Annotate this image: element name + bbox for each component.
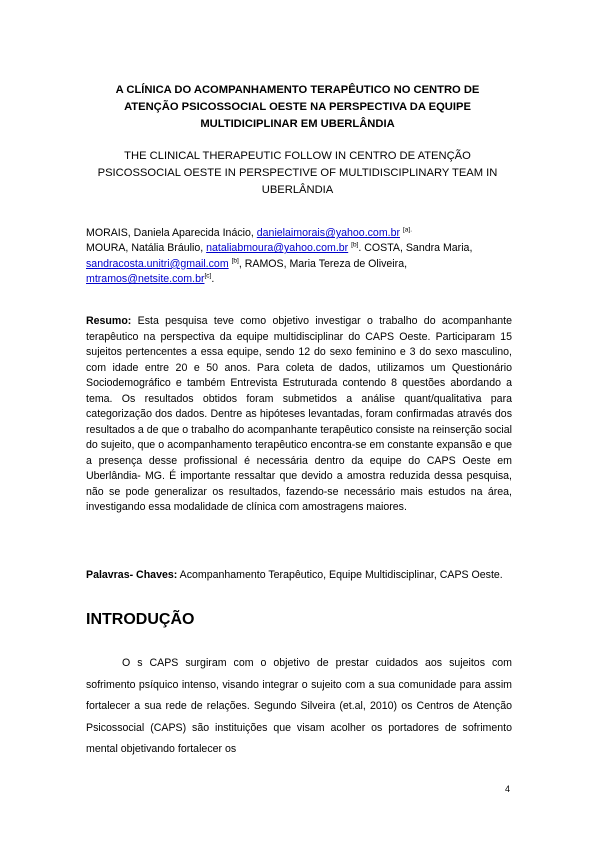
keywords (86, 568, 512, 584)
page-number: 4 (504, 784, 510, 794)
affiliation-marker: [a]. (402, 226, 413, 234)
author-email-link[interactable]: nataliabmoura@yahoo.com.br (206, 242, 349, 255)
title-english: THE CLINICAL THERAPEUTIC FOLLOW IN CENTRO DE ATENÇÃO PSICOSSOCIAL OESTE IN PERSPECTIVE OF MULTIDISCIPLINARY TEAM IN UBERLÂNDIA (97, 150, 498, 196)
affiliation-marker: [b] (351, 241, 359, 249)
abstract-label: Resumo: (86, 315, 132, 327)
keywords-text: Acompanhamento Terapêutico, Equipe Multidisciplinar, CAPS Oeste. (177, 569, 503, 581)
title-portuguese: A CLÍNICA DO ACOMPANHAMENTO TERAPÊUTICO NO CENTRO DE ATENÇÃO PSICOSSOCIAL OESTE NA PERSPECTIVA DA EQUIPE MULTIDICIPLINAR EM UBERLÂNDIA (115, 84, 480, 130)
section-heading: INTRODUÇÃO (86, 611, 195, 628)
author-email-link[interactable]: mtramos@netsite.com.br (86, 273, 205, 286)
keywords-label: Palavras- Chaves: (86, 569, 178, 581)
affiliation-marker: [b] (231, 257, 239, 265)
author-name: , RAMOS, Maria Tereza de Oliveira, (238, 257, 408, 270)
author-name: MORAIS, Daniela Aparecida Inácio, (86, 227, 257, 239)
author-name: . COSTA, Sandra Maria, (358, 242, 473, 255)
author-list-end: . (211, 273, 215, 286)
author-email-link[interactable]: danielaimorais@yahoo.com.br (256, 227, 401, 239)
affiliation-marker: [c] (204, 272, 212, 280)
author-email-link[interactable]: sandracosta.unitri@gmail.com (86, 257, 229, 270)
author-name: MOURA, Natália Bráulio, (86, 242, 207, 255)
author-list (86, 226, 516, 288)
abstract-text: Esta pesquisa teve como objetivo investigar o trabalho do acompanhante terapêutico na perspectiva da equipe multidisciplinar do CAPS Oeste. Participaram 15 sujeitos pertencentes a essa equipe, sendo 12 do sexo feminino e 3 do sexo masculino, com idade entre 20 e 50 anos. Para coleta de dados, utilizamos um Questionário Sociodemográfico e também Entrevista Estruturada contendo 8 questões abordando a tema. Os resultados obtidos foram submetidos a análise quant/qualitativa para categorização dos dados. Dentre as hipóteses levantadas, foram confirmadas através dos resultados a de que o trabalho do acompanhante terapêutico consiste na reinserção social do sujeito, que o acompanhamento terapêutico encontra-se em constante expansão e que a presença desse profissional é necessária dentro da equipe do CAPS Oeste em Uberlândia- MG. É importante ressaltar que devido a amostra reduzida dessa pesquisa, não se pode generalizar os resultados, fazendo-se necessário mais estudos na área, investigando essa modalidade de clínica com amostragens maiores. (86, 315, 512, 513)
abstract (86, 314, 512, 516)
introduction-paragraph: O s CAPS surgiram com o objetivo de prestar cuidados aos sujeitos com sofrimento psíquico intenso, visando integrar o sujeito com a sua comunidade para assim fortalecer a sua rede de relações. Segundo Silveira (et.al, 2010) os Centros de Atenção Psicossocial (CAPS) são instituições que visam acolher os portadores de sofrimento mental objetivando fortalecer os (86, 657, 512, 755)
